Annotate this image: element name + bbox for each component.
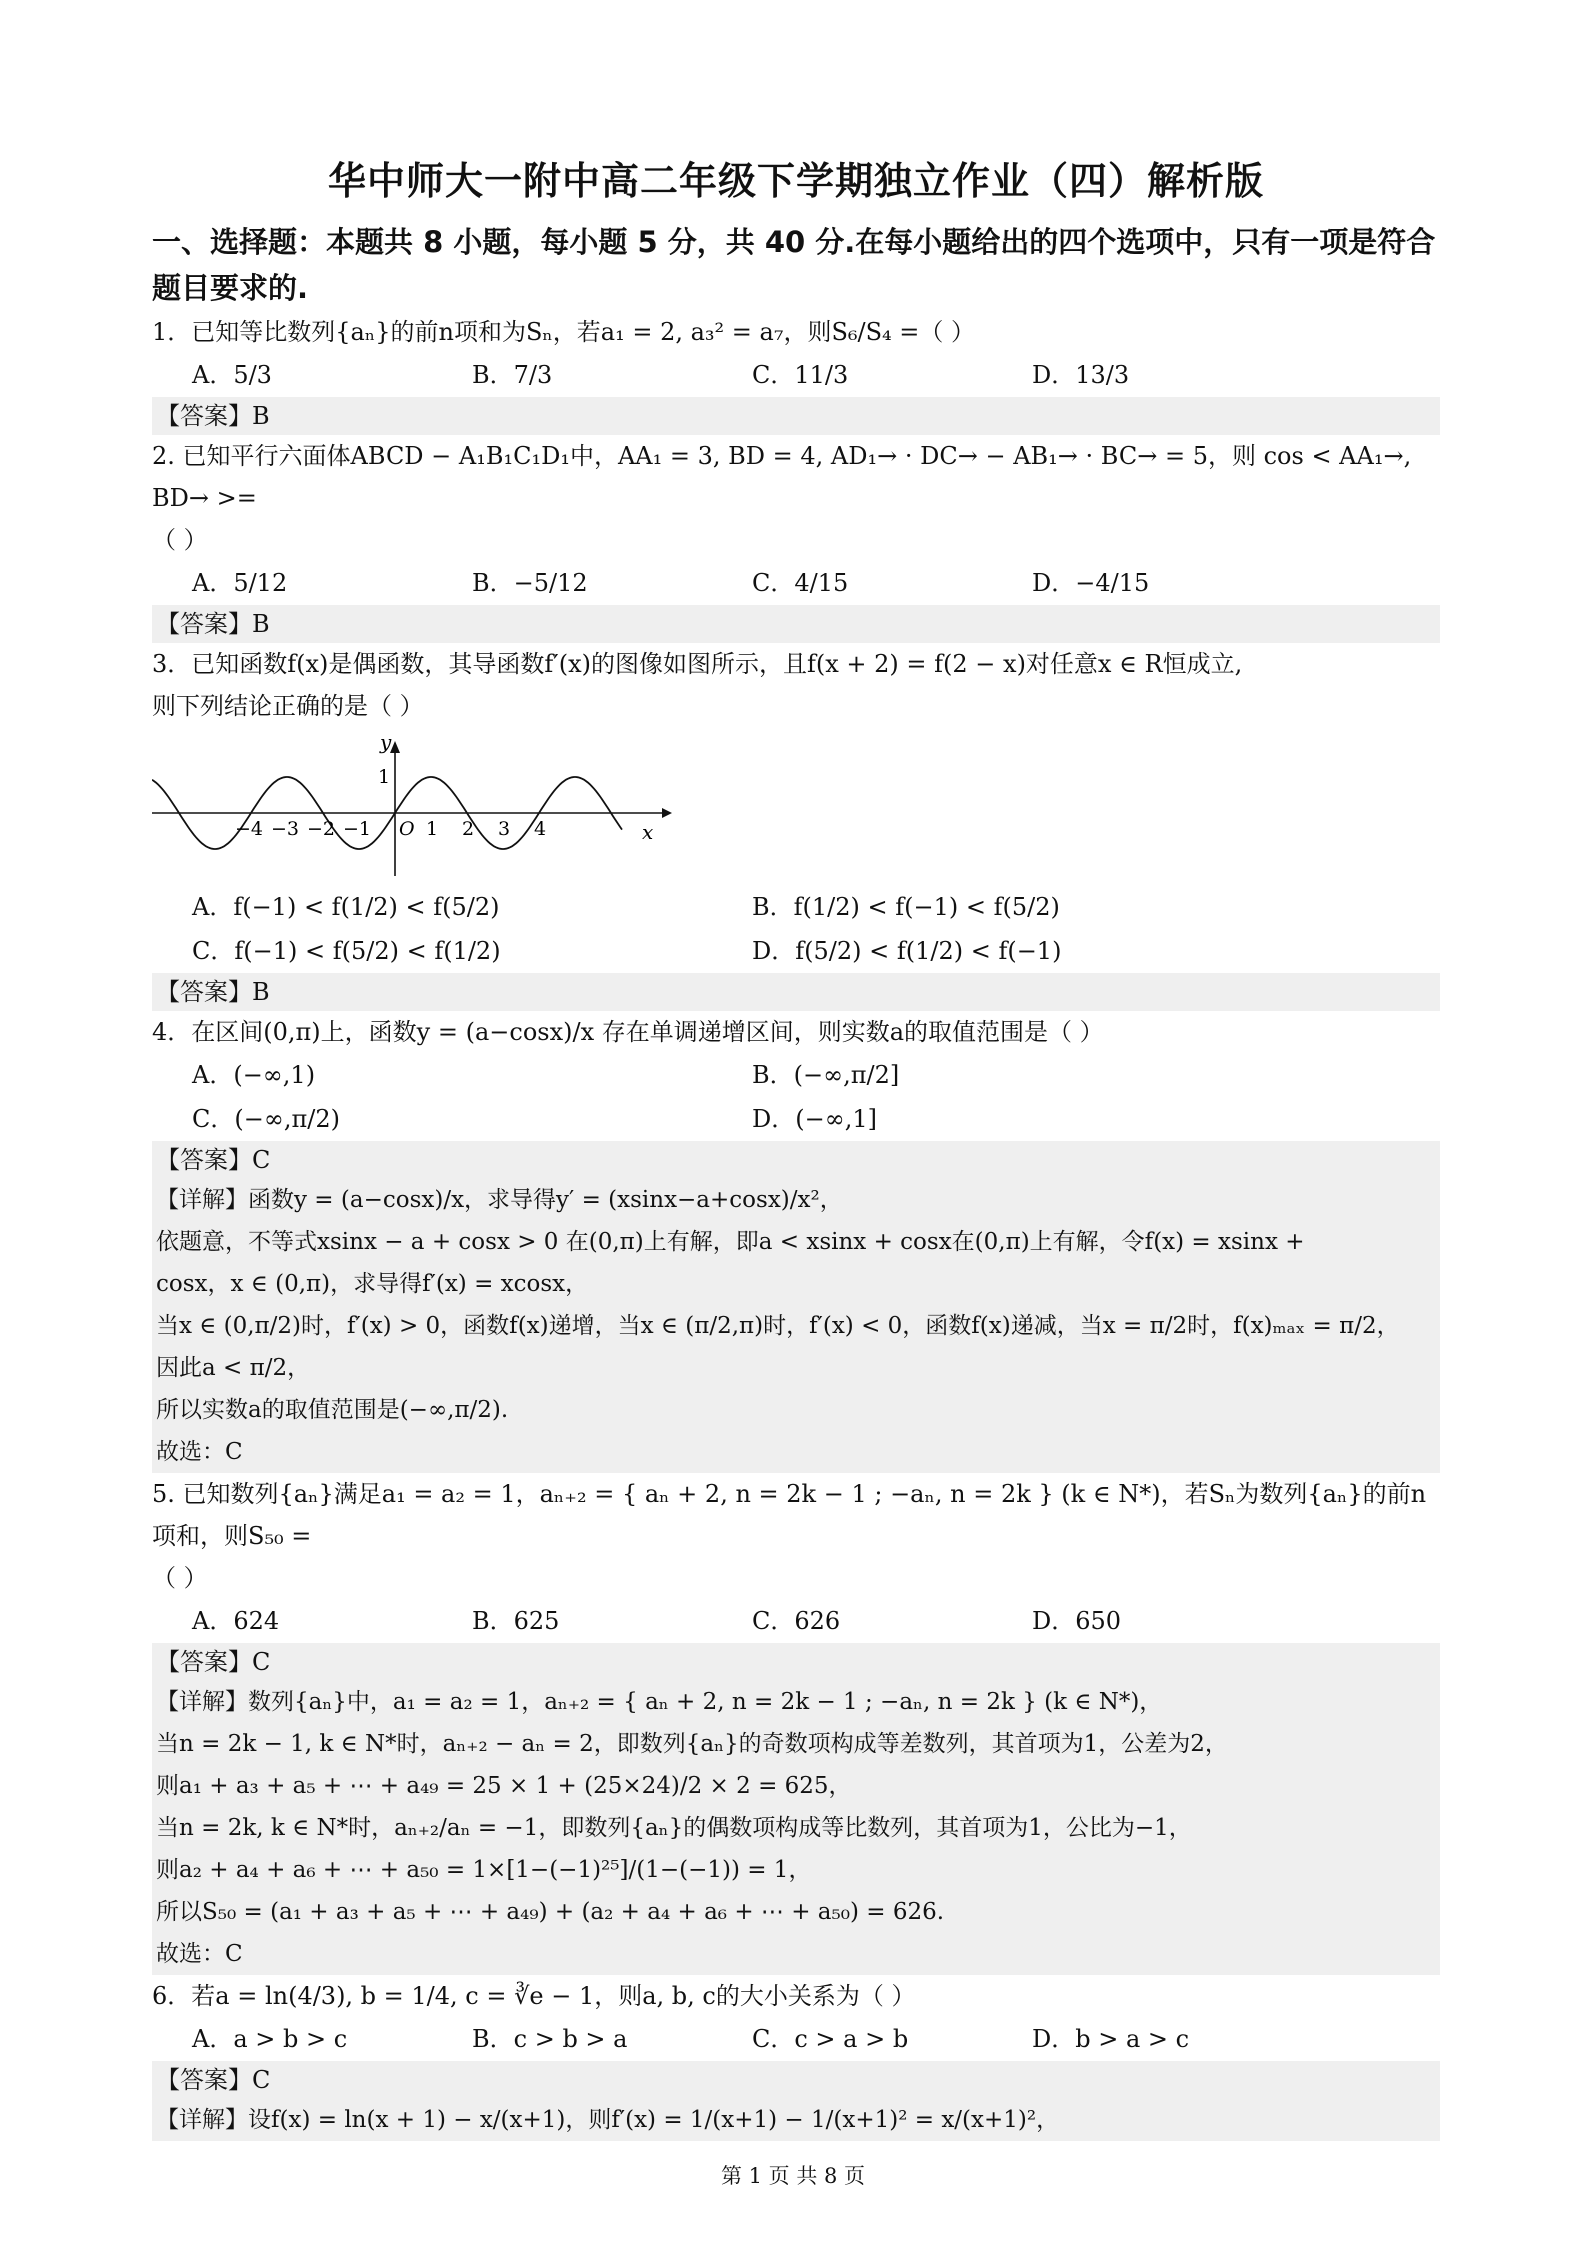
q4-solution-line: 依题意，不等式xsinx − a + cosx > 0 在(0,π)上有解，即a < xsinx + cosx在(0,π)上有解，令f(x) = xsinx + [156, 1229, 1305, 1255]
q3-option-a: A．f(−1) < f(1/2) < f(5/2) [192, 893, 500, 921]
q5-solution-line: 当n = 2k − 1, k ∈ N*时，aₙ₊₂ − aₙ = 2，即数列{aₙ}的奇数项构成等差数列，其首项为1，公差为2， [156, 1731, 1228, 1757]
q5-option-d: D．650 [1032, 1607, 1122, 1635]
question-2-options [152, 561, 1440, 605]
q3-option-b: B．f(1/2) < f(−1) < f(5/2) [752, 893, 1060, 921]
x-axis-arrow [662, 808, 672, 818]
x-tick-label: 2 [462, 818, 475, 840]
question-1-answer: 【答案】B [152, 397, 1440, 435]
x-tick-label: 3 [498, 818, 511, 840]
q3-option-d: D．f(5/2) < f(1/2) < f(−1) [752, 937, 1062, 965]
question-3-answer: 【答案】B [152, 973, 1440, 1011]
question-5-options [152, 1599, 1440, 1643]
question-5-answer: 【答案】C [152, 1643, 1440, 1681]
question-3-options-row2 [152, 929, 1440, 973]
question-4-solution [152, 1179, 1440, 1473]
q2-option-b: B．−5/12 [472, 569, 588, 597]
x-axis-label: x [642, 820, 654, 844]
q5-solution-line: 故选：C [156, 1941, 243, 1967]
question-3-stem-cont: 则下列结论正确的是（ ） [152, 692, 424, 720]
q5-solution-line: 当n = 2k, k ∈ N*时，aₙ₊₂/aₙ = −1，即数列{aₙ}的偶数项构成等比数列，其首项为1，公比为−1， [156, 1815, 1192, 1841]
q5-solution-line: 则a₁ + a₃ + a₅ + ⋯ + a₄₉ = 25 × 1 + (25×24)/2 × 2 = 625， [156, 1773, 852, 1799]
document-page [152, 140, 1440, 2141]
x-tick-label: 1 [426, 818, 439, 840]
q4-solution-line: 因此a < π/2， [156, 1355, 311, 1381]
x-tick-label: −2 [307, 818, 336, 840]
question-4-options-row1 [152, 1053, 1440, 1097]
q6-option-a: A．a > b > c [192, 2025, 348, 2053]
question-2-stem-cont: （ ） [152, 526, 208, 554]
question-6-stem: 6．若a = ln(4/3), b = 1/4, c = ∛e − 1，则a, b, c的大小关系为（ ） [152, 1982, 916, 2010]
q6-option-b: B．c > b > a [472, 2025, 628, 2053]
q6-solution-line: 【详解】设f(x) = ln(x + 1) − x/(x+1)，则f′(x) = 1/(x+1) − 1/(x+1)² = x/(x+1)²， [156, 2107, 1060, 2133]
q4-solution-line: 当x ∈ (0,π/2)时，f′(x) > 0，函数f(x)递增，当x ∈ (π/2,π)时，f′(x) < 0，函数f(x)递减，当x = π/2时，f(x)ₘₐₓ = π/2， [156, 1313, 1400, 1339]
y-axis-arrow [390, 741, 400, 753]
q2-option-d: D．−4/15 [1032, 569, 1150, 597]
question-4-answer: 【答案】C [152, 1141, 1440, 1179]
derivative-graph [152, 731, 1440, 881]
question-5-solution [152, 1681, 1440, 1975]
question-3-options-row1 [152, 885, 1440, 929]
question-1-options [152, 353, 1440, 397]
question-5-stem-cont: （ ） [152, 1564, 208, 1592]
question-6-solution [152, 2099, 1440, 2141]
q1-option-b: B．7/3 [472, 361, 553, 389]
y-axis-label: y [380, 731, 392, 754]
q6-option-c: C．c > a > b [752, 2025, 909, 2053]
x-tick-label: −1 [343, 818, 372, 840]
x-tick-label: −3 [271, 818, 300, 840]
question-1-stem: 1．已知等比数列{aₙ}的前n项和为Sₙ，若a₁ = 2, a₃² = a₇，则S₆/S₄ =（ ） [152, 318, 976, 346]
question-2-stem: 2. 已知平行六面体ABCD − A₁B₁C₁D₁中，AA₁ = 3, BD = 4, AD₁→ · DC→ − AB₁→ · BC→ = 5，则 cos < AA₁→, BD→ >= [152, 442, 1412, 512]
origin-label: O [399, 818, 415, 840]
question-6-options [152, 2017, 1440, 2061]
question-6-answer: 【答案】C [152, 2061, 1440, 2099]
derivative-graph-svg [152, 731, 692, 881]
page-number: 第 1 页 共 8 页 [720, 2164, 866, 2188]
q5-solution-line: 【详解】数列{aₙ}中，a₁ = a₂ = 1，aₙ₊₂ = { aₙ + 2, n = 2k − 1 ; −aₙ, n = 2k } (k ∈ N*)， [156, 1689, 1163, 1715]
x-tick-label: −4 [235, 818, 264, 840]
question-4-options-row2 [152, 1097, 1440, 1141]
q3-option-c: C．f(−1) < f(5/2) < f(1/2) [192, 937, 501, 965]
q5-solution-line: 所以S₅₀ = (a₁ + a₃ + a₅ + ⋯ + a₄₉) + (a₂ + a₄ + a₆ + ⋯ + a₅₀) = 626. [156, 1899, 945, 1925]
q4-option-d: D．(−∞,1] [752, 1105, 877, 1133]
q4-solution-line: 故选：C [156, 1439, 243, 1465]
q1-option-c: C．11/3 [752, 361, 849, 389]
question-2-answer: 【答案】B [152, 605, 1440, 643]
q5-solution-line: 则a₂ + a₄ + a₆ + ⋯ + a₅₀ = 1×[1−(−1)²⁵]/(1−(−1)) = 1， [156, 1857, 812, 1883]
q1-option-a: A．5/3 [192, 361, 272, 389]
q4-option-b: B．(−∞,π/2] [752, 1061, 900, 1089]
question-4-stem: 4．在区间(0,π)上，函数y = (a−cosx)/x 存在单调递增区间，则实数a的取值范围是（ ） [152, 1018, 1104, 1046]
q5-option-c: C．626 [752, 1607, 841, 1635]
q5-option-a: A．624 [192, 1607, 280, 1635]
q4-solution-line: 【详解】函数y = (a−cosx)/x，求导得y′ = (xsinx−a+cosx)/x²， [156, 1187, 843, 1213]
section-heading: 一、选择题：本题共 8 小题，每小题 5 分，共 40 分.在每小题给出的四个选项中，只有一项是符合题目要求的. [152, 225, 1436, 305]
q2-option-a: A．5/12 [192, 569, 288, 597]
q2-option-c: C．4/15 [752, 569, 849, 597]
q5-option-b: B．625 [472, 1607, 560, 1635]
q1-option-d: D．13/3 [1032, 361, 1130, 389]
q4-solution-line: 所以实数a的取值范围是(−∞,π/2). [156, 1397, 509, 1423]
question-5-stem: 5. 已知数列{aₙ}满足a₁ = a₂ = 1，aₙ₊₂ = { aₙ + 2, n = 2k − 1 ; −aₙ, n = 2k } (k ∈ N*)，若Sₙ为数列{aₙ}的前n项和，则S₅₀ = [152, 1480, 1427, 1550]
x-tick-label: 4 [534, 818, 547, 840]
q4-option-c: C．(−∞,π/2) [192, 1105, 340, 1133]
question-3-stem: 3．已知函数f(x)是偶函数，其导函数f′(x)的图像如图所示，且f(x + 2) = f(2 − x)对任意x ∈ R恒成立, [152, 650, 1243, 678]
q4-solution-line: cosx，x ∈ (0,π)，求导得f′(x) = xcosx， [156, 1271, 589, 1297]
q6-option-d: D．b > a > c [1032, 2025, 1190, 2053]
q4-option-a: A．(−∞,1) [192, 1061, 316, 1089]
y-tick-1: 1 [378, 766, 391, 788]
page-title: 华中师大一附中高二年级下学期独立作业（四）解析版 [327, 159, 1264, 203]
